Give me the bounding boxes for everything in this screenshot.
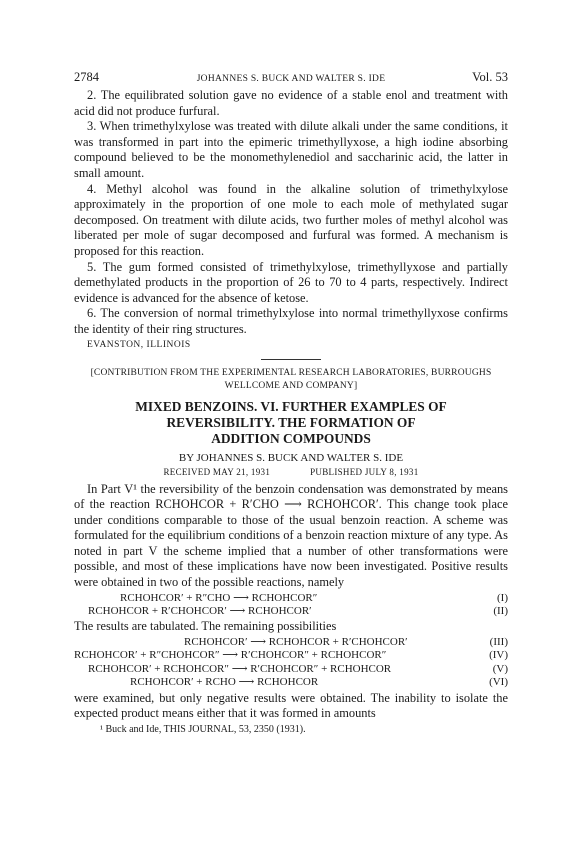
equation-text: RCHOHCOR′ + R″CHO ⟶ RCHOHCOR″ xyxy=(120,591,318,604)
body-paragraph: The results are tabulated. The remaining possibilities xyxy=(74,619,337,634)
equation-tag: (III) xyxy=(489,636,508,649)
journal-page xyxy=(74,70,508,736)
equation-text: RCHOHCOR′ ⟶ RCHOHCOR + R′CHOHCOR′ xyxy=(184,636,408,649)
equation-tag: (V) xyxy=(492,662,508,675)
title-line: MIXED BENZOINS. VI. FURTHER EXAMPLES OF xyxy=(135,398,447,414)
article-title xyxy=(74,399,508,447)
equation-text: RCHOHCOR′ + RCHOHCOR″ ⟶ R′CHOHCOR″ + RCHOHCOR xyxy=(88,662,392,675)
equation-tag: (VI) xyxy=(489,676,508,689)
equation-row xyxy=(74,636,508,649)
title-line: REVERSIBILITY. THE FORMATION OF xyxy=(166,414,416,430)
conclusion-item: 2. The equilibrated solution gave no evidence of a stable enol and treatment with acid did not produce furfural. xyxy=(74,88,508,118)
conclusion-item: 4. Methyl alcohol was found in the alkaline solution of trimethylxylose approximately in the proportion of one mole to each mole of methylated sugar decomposed. On treatment with dilute acids, two further moles of methyl alcohol was liberated per mole of sugar decomposed and furfural was formed. A mechanism is proposed for this reaction. xyxy=(74,181,508,258)
location-line: EVANSTON, ILLINOIS xyxy=(87,339,191,350)
conclusion-item: 6. The conversion of normal trimethylxylose into normal trimethyllyxose confirms the identity of their ring structures. xyxy=(74,306,508,336)
equation-block-a xyxy=(74,592,508,619)
contribution-note: [CONTRIBUTION FROM THE EXPERIMENTAL RESEARCH LABORATORIES, BURROUGHS WELLCOME AND COMPANY] xyxy=(90,367,492,391)
conclusion-item: 3. When trimethylxylose was treated with dilute alkali under the same conditions, it was transformed in part into the epimeric trimethyllyxose, a high iodine absorbing compound believed to be the monomethylenediol and saccharinic acid, the latter in small amount. xyxy=(74,119,508,180)
equation-tag: (I) xyxy=(497,591,508,604)
conclusions-list xyxy=(74,88,508,338)
equation-block-b xyxy=(74,636,508,690)
conclusion-item: 5. The gum formed consisted of trimethylxylose, trimethyllyxose and partially demethylated products in the proportion of 26 to 70 to 4 parts, respectively. Indirect evidence is advanced for the absence of ketose. xyxy=(74,259,508,305)
title-line: ADDITION COMPOUNDS xyxy=(211,430,371,446)
dates-line xyxy=(74,465,508,479)
equation-row xyxy=(74,663,508,676)
running-header xyxy=(74,70,508,88)
running-title: JOHANNES S. BUCK AND WALTER S. IDE xyxy=(196,74,386,84)
published-date: PUBLISHED JULY 8, 1931 xyxy=(310,466,419,477)
equation-text: RCHOHCOR′ + R″CHOHCOR″ ⟶ R′CHOHCOR″ + RCHOHCOR″ xyxy=(74,649,387,662)
section-divider xyxy=(261,359,321,360)
footnote: ¹ Buck and Ide, THIS JOURNAL, 53, 2350 (1931). xyxy=(100,723,306,735)
equation-text: RCHOHCOR + R′CHOHCOR′ ⟶ RCHOHCOR′ xyxy=(88,605,312,618)
page-number: 2784 xyxy=(74,70,99,84)
equation-tag: (II) xyxy=(493,605,508,618)
body-paragraph: were examined, but only negative results were obtained. The inability to isolate the expected product means either that it was formed in amounts xyxy=(74,690,508,721)
equation-text: RCHOHCOR′ + RCHO ⟶ RCHOHCOR xyxy=(130,676,319,689)
equation-row xyxy=(74,676,508,689)
equation-tag: (IV) xyxy=(489,649,508,662)
equation-row xyxy=(74,649,508,662)
author-line: BY JOHANNES S. BUCK AND WALTER S. IDE xyxy=(178,451,404,464)
equation-row xyxy=(74,605,508,618)
received-date: RECEIVED MAY 21, 1931 xyxy=(163,466,271,477)
volume-label: Vol. 53 xyxy=(472,70,508,84)
equation-row xyxy=(74,592,508,605)
body-paragraph: In Part V¹ the reversibility of the benzoin condensation was demonstrated by means of the reaction RCHOHCOR + R′CHO ⟶ RCHOHCOR′. This change took place under conditions comparable to those of the usual benzoin reaction. A scheme was formulated for the equilibrium conditions of a benzoin reaction mixture of any type. As noted in part V the scheme implied that a number of other transformations were possible, and most of these implications have now been investigated. Positive results were obtained in two of the possible reactions, namely xyxy=(74,481,508,590)
